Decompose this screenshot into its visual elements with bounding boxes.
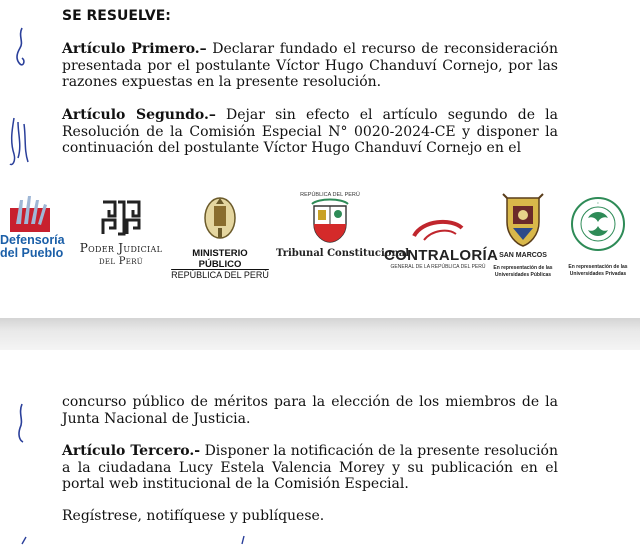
ministerio-name-line2: REPÚBLICA DEL PERÚ — [171, 270, 269, 280]
signature-mark-3 — [10, 402, 32, 446]
san-marcos-rep-line1: En representación de las — [493, 265, 553, 271]
privada-rep-line1: En representación de las — [568, 264, 628, 270]
article-second-paragraph — [62, 107, 558, 157]
logo-defensoria — [0, 194, 66, 260]
contraloria-name: CONTRALORÍA — [384, 247, 499, 264]
ministerio-shield-icon — [202, 194, 238, 244]
page-break-gap — [0, 318, 640, 350]
article-second-text: Dejar sin efecto el artículo segundo de la Resolución de la Comisión Especial N° 0020-2024-CE y disponer la continuación del postulante Víctor Hugo Chanduví Cornejo en el — [62, 107, 558, 156]
document-page-2 — [0, 350, 640, 545]
tribunal-name: Tribunal Constitucional — [276, 248, 410, 259]
article-third-text: Disponer la notificación de la presente resolución a la ciudadana Lucy Estela Valencia Morey y su publicación en el portal web institucional de la Comisión Especial. — [62, 443, 559, 492]
logo-tribunal-constitucional — [276, 192, 410, 259]
defensoria-hands-icon — [6, 194, 58, 234]
ministerio-name-line1: MINISTERIO PÚBLICO — [192, 248, 248, 270]
svg-text:•: • — [597, 200, 599, 205]
contraloria-swoosh-icon — [408, 216, 468, 244]
article-first-paragraph — [62, 41, 558, 91]
poder-judicial-name-line1: Poder Judicial — [79, 241, 163, 255]
continuation-paragraph: concurso público de méritos para la elección de los miembros de la Junta Nacional de Justicia. — [62, 394, 558, 427]
signature-mark-4 — [16, 535, 256, 545]
privada-rep-line2: Universidades Privadas — [569, 271, 627, 277]
closing-formula: Regístrese, notifíquese y publíquese. — [62, 508, 325, 524]
signature-mark-2 — [4, 114, 36, 170]
institution-logos-footer — [0, 188, 640, 313]
san-marcos-rep-line2: Universidades Públicas — [494, 272, 552, 278]
signature-mark-1 — [8, 26, 32, 70]
ricardo-palma-seal-icon — [570, 196, 626, 252]
tribunal-arc-text: REPÚBLICA DEL PERÚ — [300, 192, 360, 198]
defensoria-name-line1: Defensoría — [0, 233, 65, 247]
logo-san-marcos — [492, 192, 554, 279]
article-third-title: Artículo Tercero.- — [62, 443, 201, 459]
contraloria-subtitle: GENERAL DE LA REPÚBLICA DEL PERÚ — [390, 264, 486, 270]
san-marcos-crest-icon — [501, 192, 545, 248]
article-first-text: Declarar fundado el recurso de reconsideración presentada por el postulante Víctor Hugo Chanduví Cornejo, por las razones expuestas en la presente resolución. — [62, 41, 558, 90]
logo-contraloria — [384, 216, 499, 270]
article-second-title: Artículo Segundo.– — [62, 107, 216, 123]
article-third-paragraph — [62, 443, 558, 493]
logo-universidad-privada — [562, 196, 634, 278]
san-marcos-name: SAN MARCOS — [499, 252, 547, 259]
defensoria-name-line2: del Pueblo — [0, 246, 64, 260]
poder-judicial-emblem-icon — [99, 198, 143, 238]
article-first-title: Artículo Primero.– — [62, 41, 207, 57]
resolution-heading: SE RESUELVE: — [62, 8, 171, 24]
peru-coat-of-arms-icon — [308, 198, 352, 244]
logo-ministerio-publico — [170, 194, 270, 281]
poder-judicial-name-line2: del Perú — [99, 256, 143, 267]
logo-poder-judicial — [74, 198, 168, 268]
